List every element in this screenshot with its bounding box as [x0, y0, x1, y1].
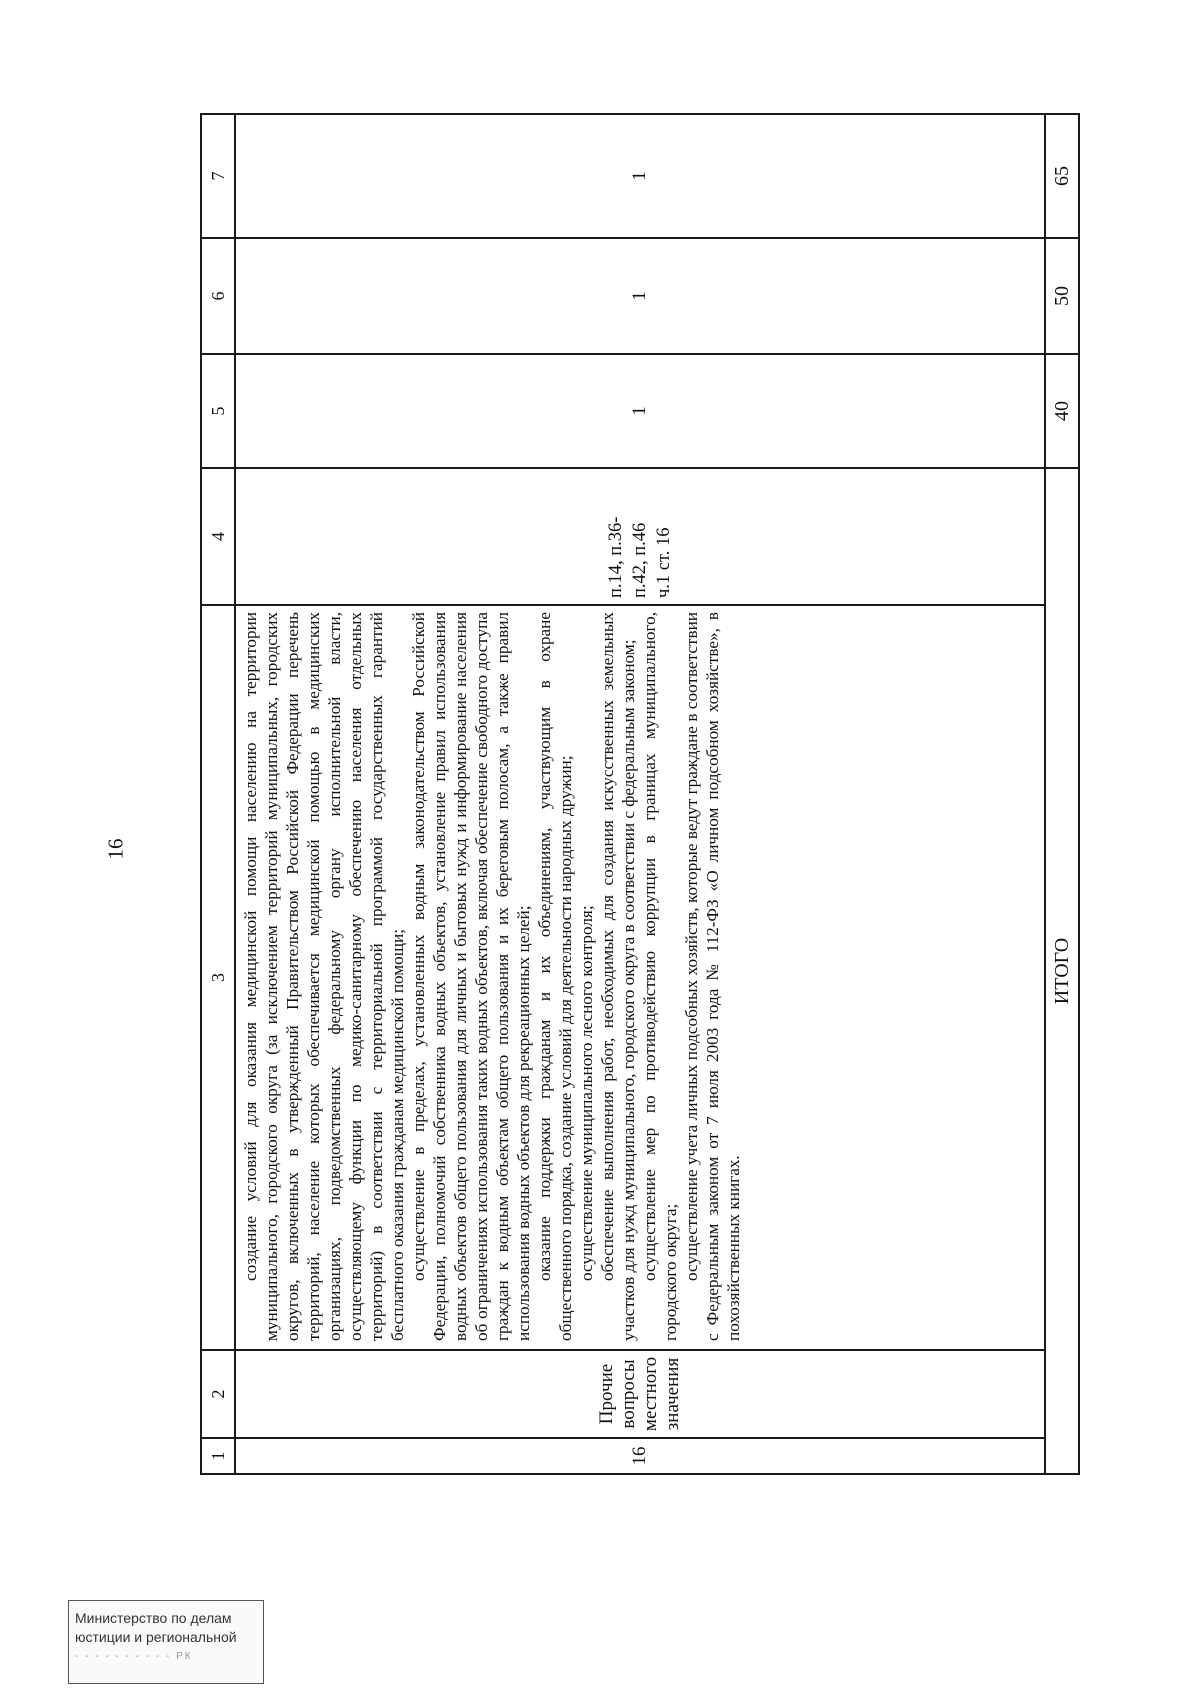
- header-col-7: 7: [201, 114, 235, 238]
- total-col5: 40: [1045, 354, 1079, 468]
- rotated-table-container: [200, 115, 1080, 1475]
- norm-line: ч.1 ст. 16: [654, 527, 674, 598]
- header-col-1: 1: [201, 1438, 235, 1474]
- header-col-6: 6: [201, 238, 235, 354]
- description-paragraph: осуществление в пределах, установленных водным законодательством Российской Федерации, полномочий собственника водных объектов, установление правил использования водных объектов общего пользования для личных и бытовых нужд и информирование населения об ограничениях использования таких водных объектов, включая обеспечение свободного доступа граждан к водным объектам общего пользования и их береговым полосам, а также правил использования водных объектов для рекреационных целей;: [409, 612, 533, 1341]
- header-row: [201, 114, 235, 1474]
- category-line: местного: [640, 1356, 661, 1432]
- norm-line: п.14, п.36-: [606, 516, 626, 598]
- row-col6-value: 1: [235, 238, 1045, 354]
- stamp-line: юстиции и региональной: [75, 1629, 237, 1645]
- description-paragraph: создание условий для оказания медицинской помощи населению на территории муниципального, городского округа (за исключением территорий муниципальных, городских округов, включенных в утвержденный Правительством Российской Федерации перечень территорий, население которых обеспечивается медицинской помощью в медицинских организациях, подведомственных федеральному органу исполнительной власти, осуществляющему функции по медико-санитарному обеспечению населения отдельных территорий) в соответствии с территориальной программой государственных гарантий бесплатного оказания гражданам медицинской помощи;: [241, 612, 407, 1341]
- table-row: [235, 114, 1045, 1474]
- row-col7-value: 1: [235, 114, 1045, 238]
- description-paragraph: оказание поддержки гражданам и их объединениям, участвующим в охране общественного порядка, создание условий для деятельности народных дружин;: [535, 612, 575, 1341]
- rotated-table: [200, 115, 1080, 1475]
- ministry-stamp: [68, 1600, 264, 1684]
- row-category: [235, 1350, 1045, 1438]
- stamp-line: - - - - - - - - - - РК: [75, 1651, 193, 1662]
- category-line: значения: [662, 1357, 683, 1431]
- header-col-5: 5: [201, 354, 235, 468]
- row-description: [235, 605, 1045, 1350]
- description-paragraph: обеспечение выполнения работ, необходимых для создания искусственных земельных участков для нужд муниципального, городского округа в соответствии с федеральным законом;: [598, 612, 638, 1341]
- norm-line: п.42, п.46: [630, 522, 650, 598]
- total-col7: 65: [1045, 114, 1079, 238]
- row-number: 16: [235, 1438, 1045, 1474]
- row-norms: [235, 468, 1045, 605]
- category-line: вопросы: [618, 1359, 639, 1429]
- category-line: Прочие: [596, 1363, 617, 1425]
- questions-table: [200, 113, 1080, 1475]
- total-row: [1045, 114, 1079, 1474]
- header-col-3: 3: [201, 605, 235, 1350]
- description-paragraph: осуществление мер по противодействию коррупции в границах муниципального, городского округа;: [640, 612, 680, 1341]
- total-label: ИТОГО: [1045, 468, 1079, 1474]
- row-col5-value: 1: [235, 354, 1045, 468]
- description-paragraph: осуществление учета личных подсобных хозяйств, которые ведут граждане в соответствии с Федеральным законом от 7 июля 2003 года № 112-ФЗ «О личном подсобном хозяйстве», в похозяйственных книгах.: [682, 612, 743, 1341]
- description-paragraph: осуществление муниципального лесного контроля;: [577, 905, 596, 1281]
- header-col-4: 4: [201, 468, 235, 605]
- page-number: 16: [103, 838, 128, 860]
- header-col-2: 2: [201, 1350, 235, 1438]
- stamp-line: Министерство по делам: [75, 1610, 232, 1626]
- total-col6: 50: [1045, 238, 1079, 354]
